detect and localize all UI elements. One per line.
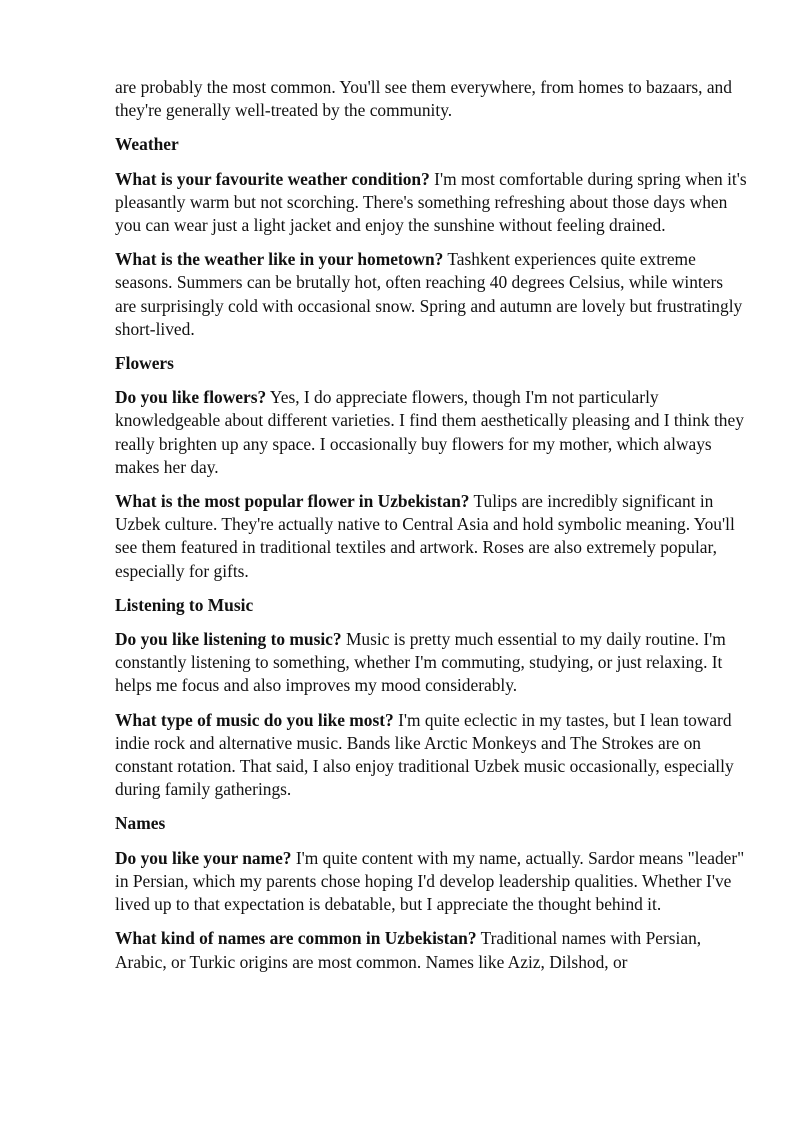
question-text: Do you like listening to music?: [115, 629, 342, 650]
answer-text: I'm quite eclectic in my tastes, but I lean toward indie rock and alternative music. Bands like Arctic Monkeys and The Strokes are on constant rotation. That said, I also enjoy traditional Uzbek music occasionally, especially during family gatherings.: [115, 709, 734, 800]
qa-paragraph: [115, 248, 747, 341]
question-text: Do you like flowers?: [115, 387, 267, 408]
answer-text: Traditional names with Persian, Arabic, or Turkic origins are most common. Names like Aziz, Dilshod, or: [115, 928, 702, 972]
section-listening-to-music: [115, 594, 747, 802]
question-text: Do you like your name?: [115, 847, 292, 868]
document-page: [115, 76, 747, 985]
question-text: What is the most popular flower in Uzbekistan?: [115, 491, 470, 512]
qa-paragraph: [115, 927, 747, 973]
qa-paragraph: [115, 168, 747, 238]
intro-paragraph: are probably the most common. You'll see them everywhere, from homes to bazaars, and they're generally well-treated by the community.: [115, 77, 732, 121]
question-text: What type of music do you like most?: [115, 709, 394, 730]
section-heading: Listening to Music: [115, 594, 254, 615]
section-heading: Weather: [115, 134, 179, 155]
answer-text: Tashkent experiences quite extreme seasons. Summers can be brutally hot, often reaching 40 degrees Celsius, while winters are surprisingly cold with occasional snow. Spring and autumn are lovely but frustratingly short-lived.: [115, 249, 743, 339]
section-weather: [115, 133, 747, 341]
section-heading: Names: [115, 813, 166, 834]
question-text: What is your favourite weather condition?: [115, 168, 430, 189]
answer-text: Yes, I do appreciate flowers, though I'm not particularly knowledgeable about different varieties. I find them aesthetically pleasing and I think they really brighten up any space. I occasionally buy flowers for my mother, which always makes her day.: [115, 387, 744, 477]
answer-text: I'm quite content with my name, actually. Sardor means "leader" in Persian, which my parents chose hoping I'd develop leadership qualities. Whether I've lived up to that expectation is debatable, but I appreciate the thought behind it.: [115, 847, 745, 915]
answer-text: Tulips are incredibly significant in Uzbek culture. They're actually native to Central Asia and hold symbolic meaning. You'll see them featured in traditional textiles and artwork. Roses are also extremely popular, especially for gifts.: [115, 491, 735, 581]
section-heading: Flowers: [115, 353, 174, 374]
answer-text: Music is pretty much essential to my daily routine. I'm constantly listening to something, whether I'm commuting, studying, or just relaxing. It helps me focus and also improves my mood considerably.: [115, 629, 726, 696]
question-text: What is the weather like in your hometown?: [115, 249, 444, 270]
section-names: [115, 812, 747, 973]
answer-text: I'm most comfortable during spring when it's pleasantly warm but not scorching. There's something refreshing about those days when you can wear just a light jacket and enjoy the sunshine without feeling drained.: [115, 168, 747, 236]
qa-paragraph: [115, 847, 747, 917]
qa-paragraph: [115, 709, 747, 802]
qa-paragraph: [115, 386, 747, 479]
qa-paragraph: [115, 628, 747, 698]
question-text: What kind of names are common in Uzbekistan?: [115, 928, 477, 949]
qa-paragraph: [115, 490, 747, 583]
section-flowers: [115, 352, 747, 583]
